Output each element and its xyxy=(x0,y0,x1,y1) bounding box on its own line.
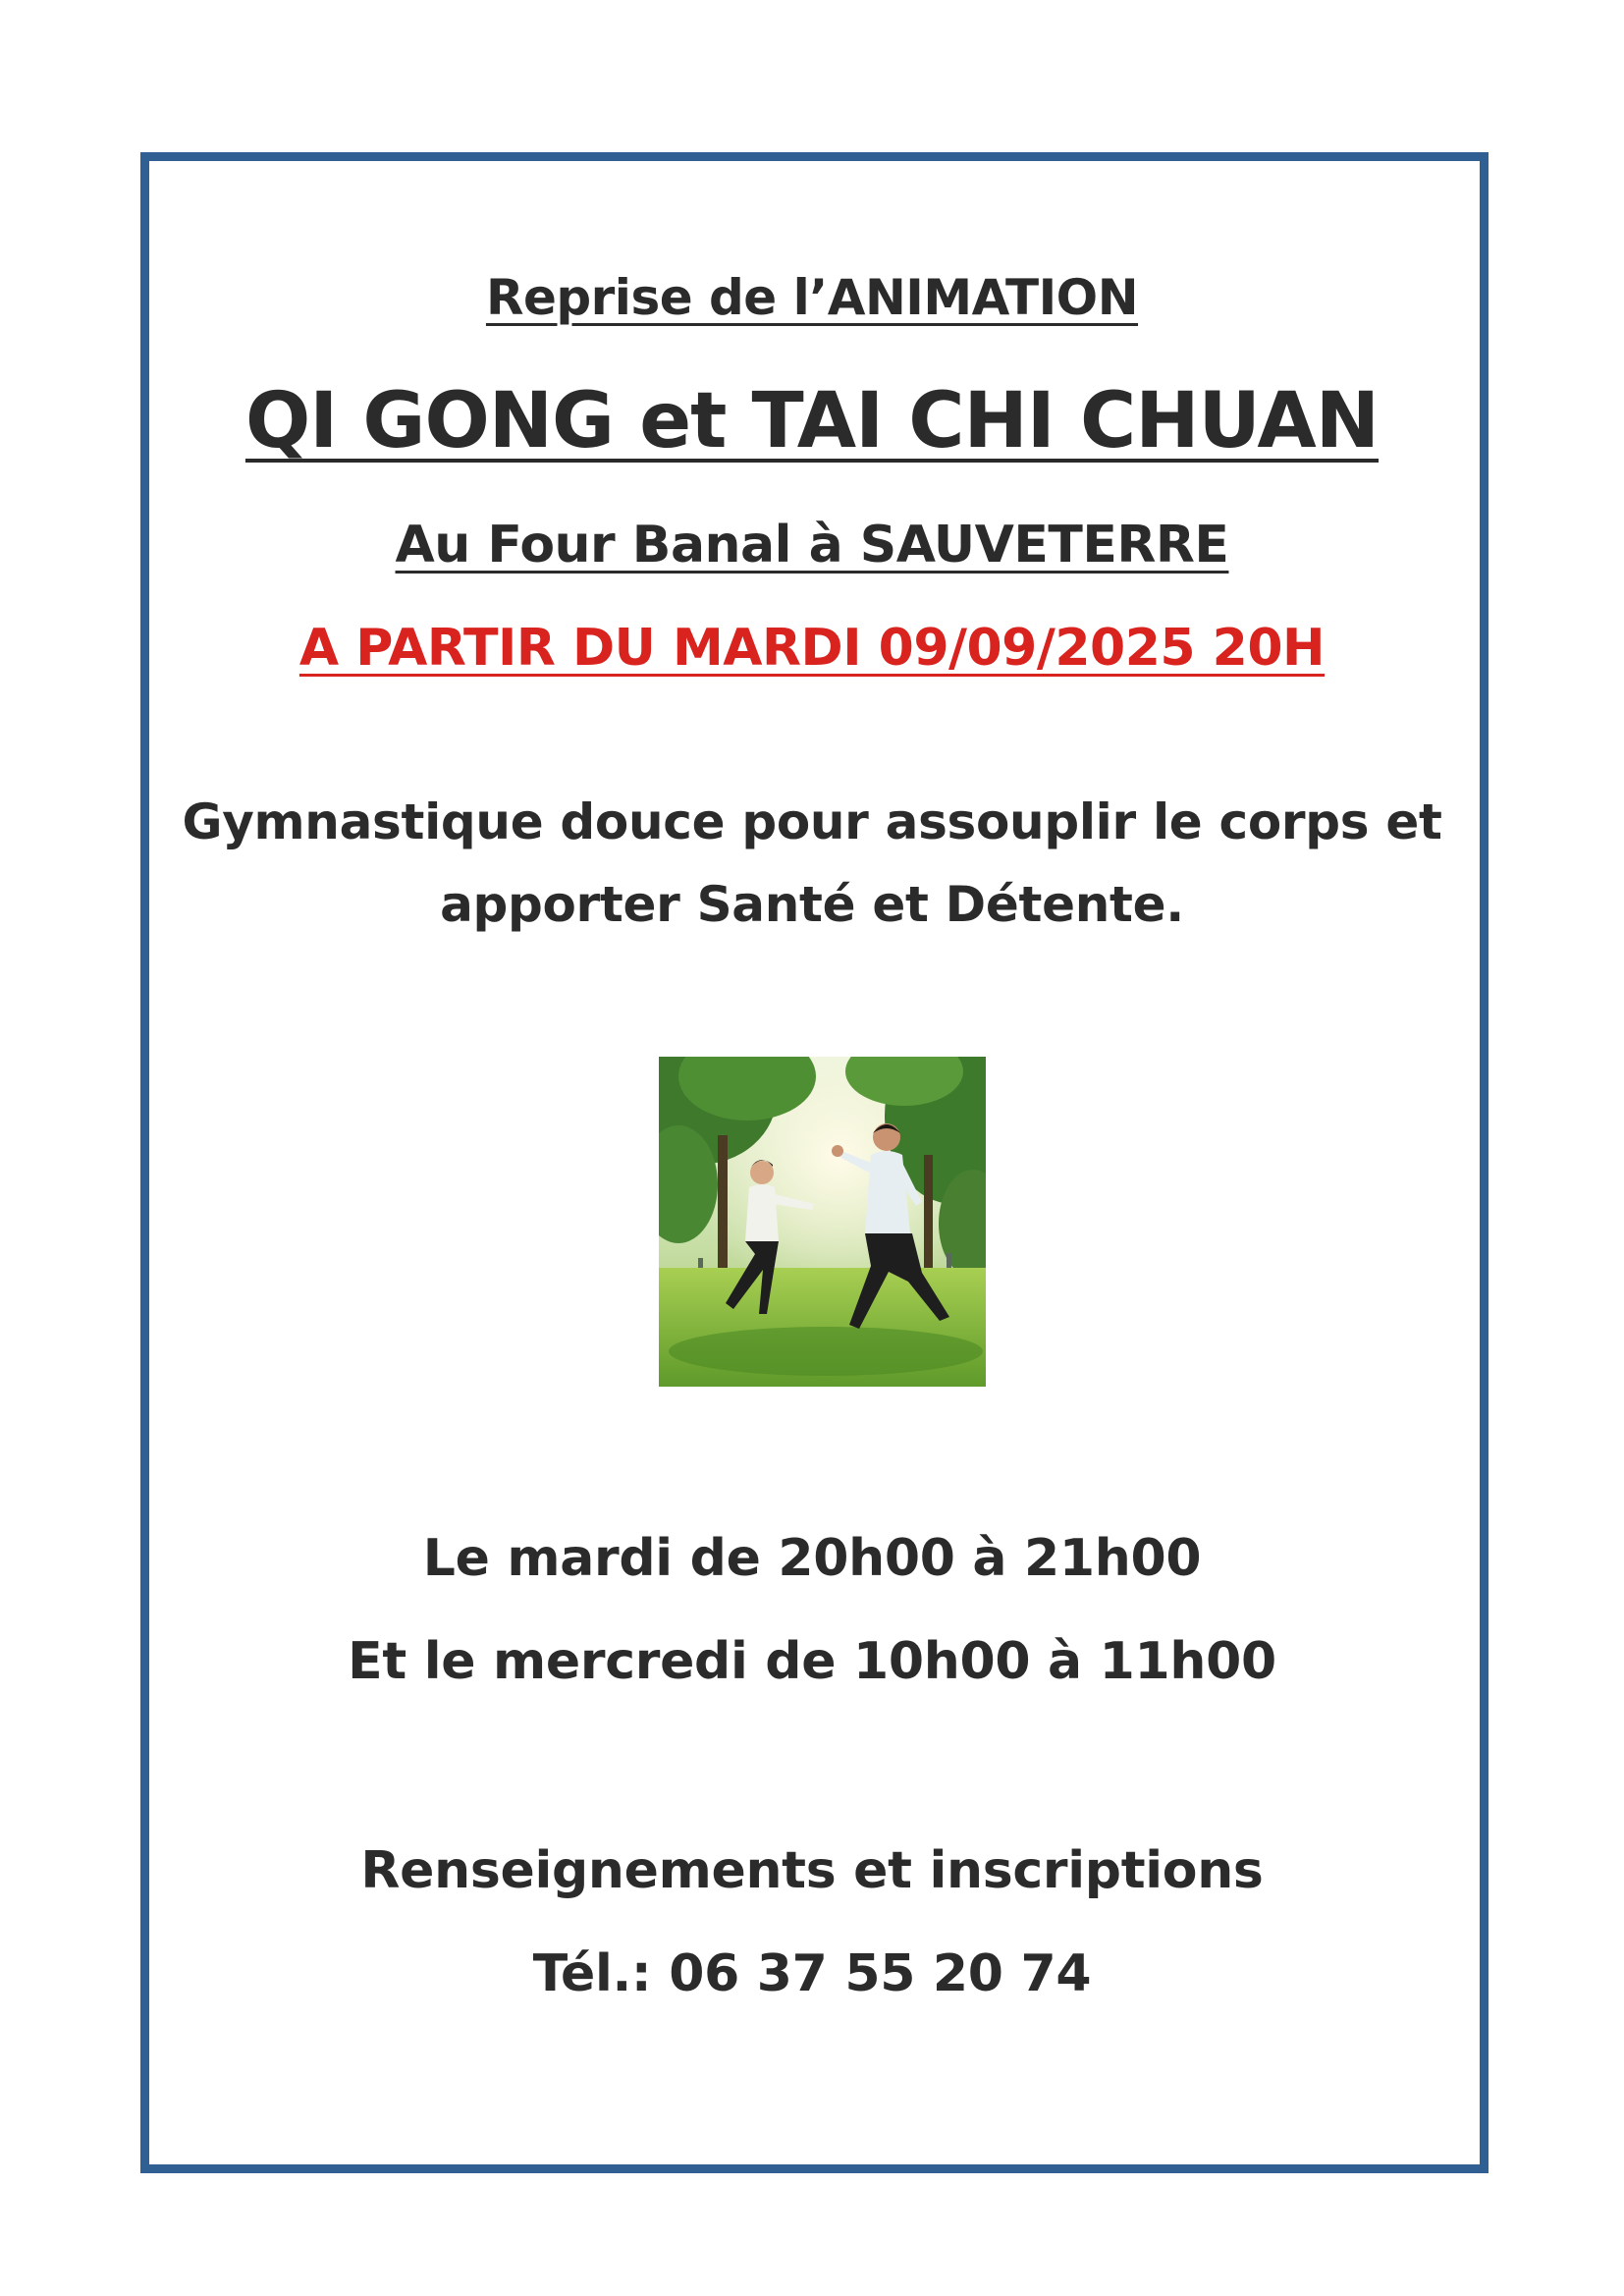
description-line-1: Gymnastique douce pour assouplir le corps et xyxy=(182,793,1442,850)
contact-label: Renseignements et inscriptions xyxy=(360,1841,1264,1900)
title-text: QI GONG et TAI CHI CHUAN xyxy=(244,377,1380,465)
location-heading xyxy=(0,516,1624,574)
start-date-text: A PARTIR DU MARDI 09/09/2025 20H xyxy=(298,619,1326,678)
page-title xyxy=(0,377,1624,465)
description-line-2: apporter Santé et Détente. xyxy=(440,876,1184,933)
description xyxy=(0,781,1624,946)
intro-heading xyxy=(0,269,1624,326)
tai-chi-illustration xyxy=(659,1057,986,1387)
schedule-wednesday: Et le mercredi de 10h00 à 11h00 xyxy=(348,1632,1276,1691)
intro-text: Reprise de l’ANIMATION xyxy=(485,269,1139,326)
location-text: Au Four Banal à SAUVETERRE xyxy=(395,516,1229,574)
phone-number: Tél.: 06 37 55 20 74 xyxy=(532,1944,1092,2003)
start-date xyxy=(0,619,1624,678)
schedule-tuesday: Le mardi de 20h00 à 21h00 xyxy=(422,1529,1202,1588)
